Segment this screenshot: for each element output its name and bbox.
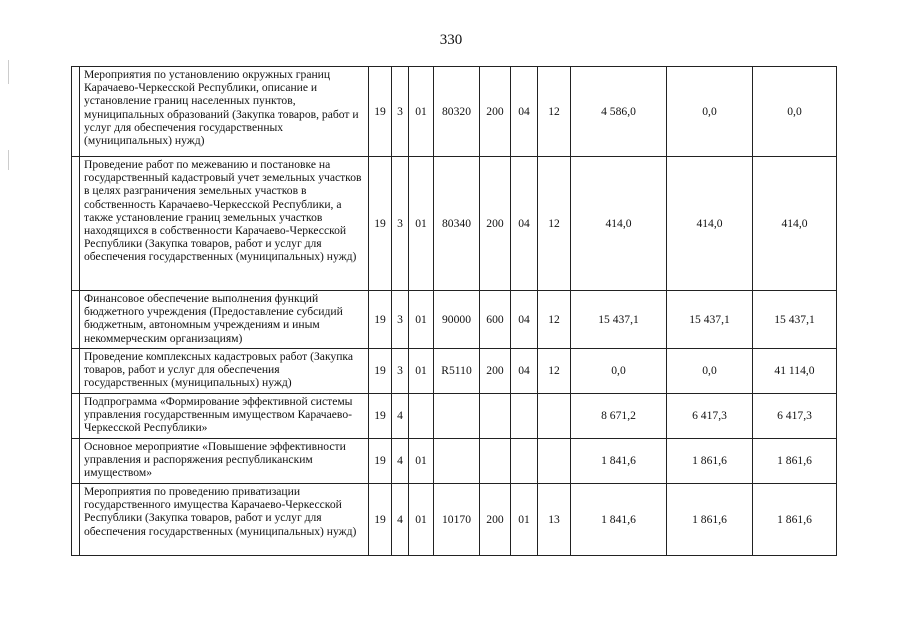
table-row [72,484,837,556]
amount-cell: 8 671,2 [571,394,667,439]
amount-cell: 1 861,6 [753,484,837,556]
code-cell: 600 [480,291,511,349]
code-cell [538,394,571,439]
code-cell: 19 [369,67,392,157]
code-cell: 200 [480,157,511,291]
amount-cell: 1 841,6 [571,439,667,484]
code-cell: 3 [392,291,409,349]
code-cell: 3 [392,67,409,157]
amount-cell: 1 861,6 [753,439,837,484]
code-cell [434,439,480,484]
page-number: 330 [439,32,463,48]
code-cell [409,394,434,439]
table-row [72,67,837,157]
margin-cell [72,394,80,439]
table-row [72,291,837,349]
code-cell: 19 [369,291,392,349]
code-cell [511,394,538,439]
code-cell: 80320 [434,67,480,157]
budget-table [71,66,837,556]
code-cell: 4 [392,484,409,556]
amount-cell: 0,0 [571,349,667,394]
code-cell: 12 [538,67,571,157]
row-description: Мероприятия по проведению приватизации государственного имущества Карачаево-Черкесской Республики (Закупка товаров, работ и услуг для обеспечения государственных (муниципальных) нужд) [80,484,369,556]
table-row [72,394,837,439]
code-cell: 200 [480,67,511,157]
amount-cell: 0,0 [753,67,837,157]
code-cell: 01 [409,291,434,349]
margin-mark [8,150,9,170]
code-cell: 04 [511,349,538,394]
code-cell: 200 [480,349,511,394]
code-cell [538,439,571,484]
row-description: Финансовое обеспечение выполнения функций бюджетного учреждения (Предоставление субсидий бюджетным, автономным учреждениям и иным некоммерческим организациям) [80,291,369,349]
code-cell: 01 [409,67,434,157]
amount-cell: 414,0 [667,157,753,291]
amount-cell: 41 114,0 [753,349,837,394]
row-description: Проведение комплексных кадастровых работ (Закупка товаров, работ и услуг для обеспечения государственных (муниципальных) нужд) [80,349,369,394]
amount-cell: 4 586,0 [571,67,667,157]
amount-cell: 15 437,1 [571,291,667,349]
code-cell: 4 [392,439,409,484]
code-cell: 04 [511,291,538,349]
code-cell: 19 [369,157,392,291]
code-cell: 04 [511,67,538,157]
code-cell: 01 [409,349,434,394]
row-description: Основное мероприятие «Повышение эффективности управления и распоряжения республиканским имуществом» [80,439,369,484]
code-cell: 12 [538,349,571,394]
amount-cell: 1 861,6 [667,439,753,484]
code-cell: 01 [409,157,434,291]
table-row [72,439,837,484]
amount-cell: 0,0 [667,67,753,157]
code-cell: 13 [538,484,571,556]
code-cell: 19 [369,394,392,439]
amount-cell: 6 417,3 [753,394,837,439]
code-cell: 12 [538,157,571,291]
amount-cell: 414,0 [753,157,837,291]
amount-cell: 6 417,3 [667,394,753,439]
amount-cell: 15 437,1 [753,291,837,349]
code-cell: 4 [392,394,409,439]
code-cell [480,394,511,439]
table-row [72,157,837,291]
code-cell: 80340 [434,157,480,291]
row-description: Подпрограмма «Формирование эффективной системы управления государственным имуществом Карачаево-Черкесской Республики» [80,394,369,439]
code-cell: 01 [409,484,434,556]
margin-mark [8,60,9,84]
code-cell [511,439,538,484]
code-cell: 12 [538,291,571,349]
margin-cell [72,67,80,157]
code-cell: 200 [480,484,511,556]
row-description: Проведение работ по межеванию и постановке на государственный кадастровый учет земельных участков в целях разграничения земельных участков в собственность Карачаево-Черкесской Республики, а также установление границ земельных участков находящихся в собственности Карачаево-Черкесской Республики (Закупка товаров, работ и услуг для обеспечения государственных (муниципальных) нужд) [80,157,369,291]
code-cell: R5110 [434,349,480,394]
code-cell: 3 [392,157,409,291]
amount-cell: 414,0 [571,157,667,291]
code-cell: 01 [511,484,538,556]
row-description: Мероприятия по установлению окружных границ Карачаево-Черкесской Республики, описание и установление границ населенных пунктов, муниципальных образований (Закупка товаров, работ и услуг для обеспечения государственных (муниципальных) нужд) [80,67,369,157]
margin-cell [72,157,80,291]
code-cell: 90000 [434,291,480,349]
amount-cell: 1 861,6 [667,484,753,556]
margin-cell [72,439,80,484]
code-cell: 19 [369,349,392,394]
table-row [72,349,837,394]
amount-cell: 15 437,1 [667,291,753,349]
code-cell: 04 [511,157,538,291]
code-cell [480,439,511,484]
code-cell: 19 [369,439,392,484]
code-cell: 3 [392,349,409,394]
code-cell: 19 [369,484,392,556]
code-cell: 10170 [434,484,480,556]
margin-cell [72,349,80,394]
amount-cell: 1 841,6 [571,484,667,556]
code-cell [434,394,480,439]
amount-cell: 0,0 [667,349,753,394]
margin-cell [72,291,80,349]
code-cell: 01 [409,439,434,484]
margin-cell [72,484,80,556]
